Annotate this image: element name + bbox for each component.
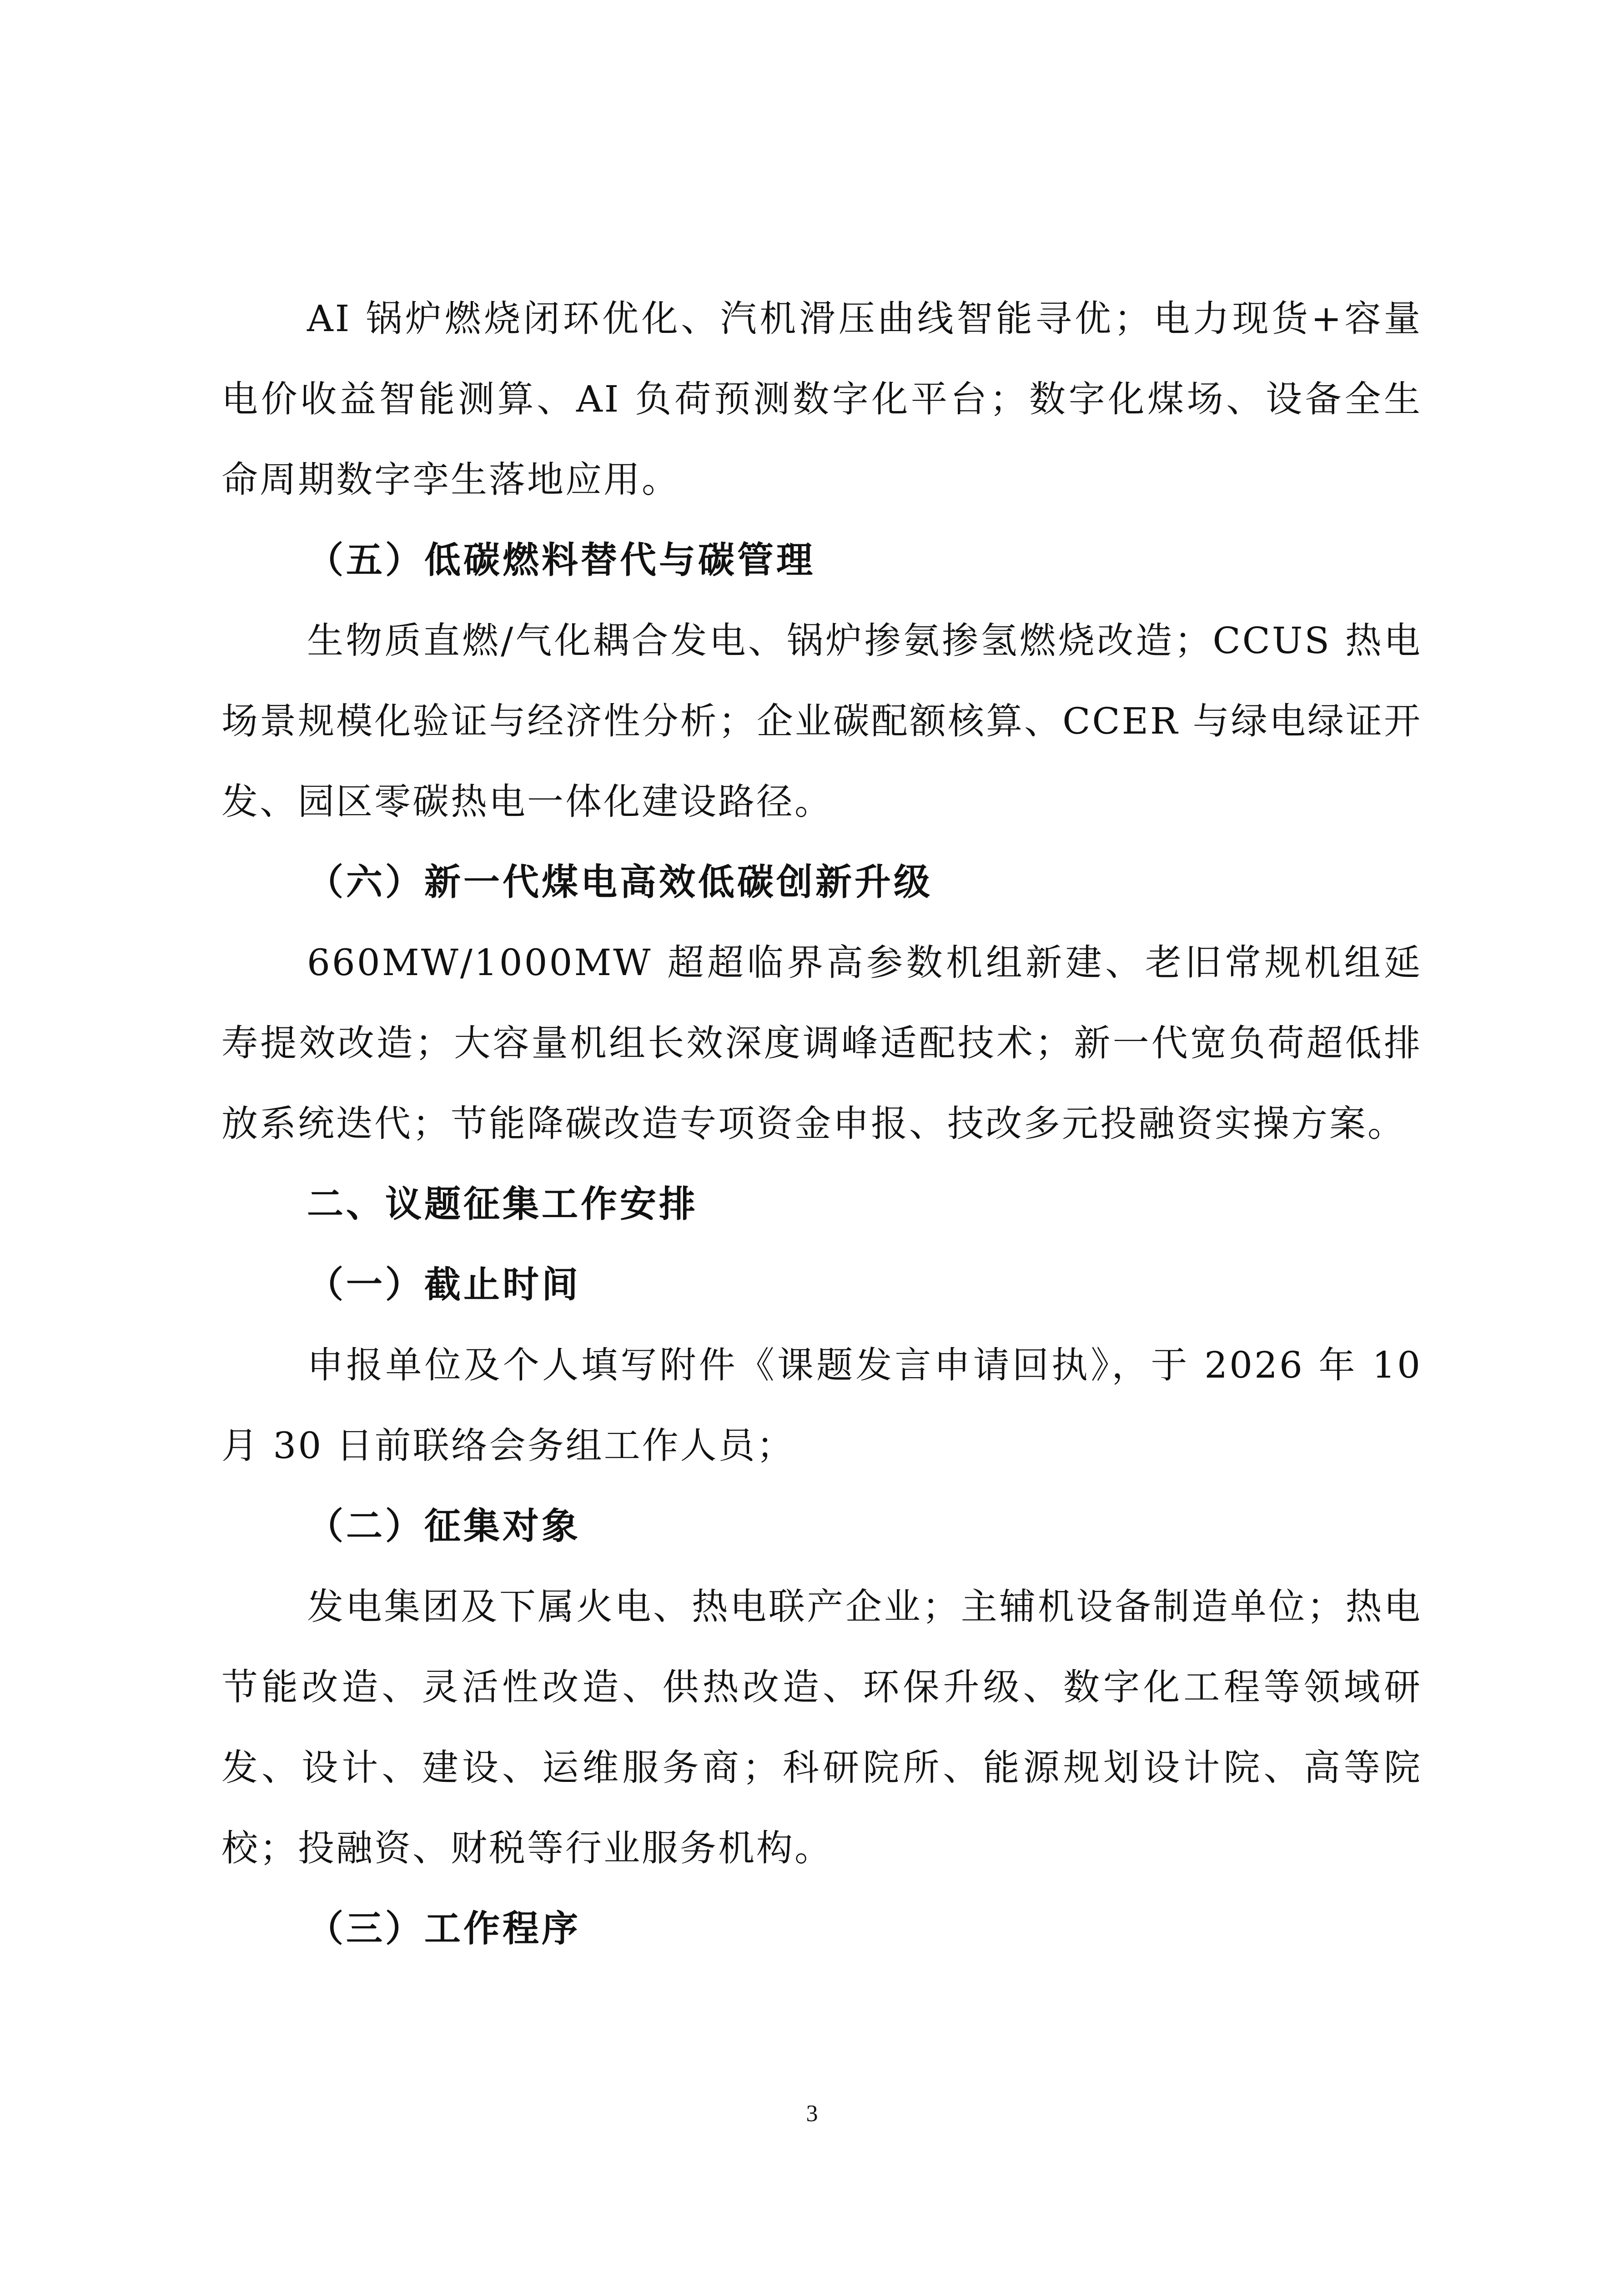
section-heading-deadline: （一）截止时间 bbox=[307, 1263, 581, 1306]
chapter-heading-topic-collection: 二、议题征集工作安排 bbox=[307, 1183, 698, 1225]
section-heading-work-procedure: （三）工作程序 bbox=[307, 1907, 581, 1950]
paragraph-low-carbon-fuel: 生物质直燃/气化耦合发电、锅炉掺氨掺氢燃烧改造；CCUS 热电场景规模化验证与经济性分析；企业碳配额核算、CCER 与绿电绿证开发、园区零碳热电一体化建设路径。 bbox=[221, 619, 1422, 823]
paragraph-digital-intelligence: AI 锅炉燃烧闭环优化、汽机滑压曲线智能寻优；电力现货+容量电价收益智能测算、AI 负荷预测数字化平台；数字化煤场、设备全生命周期数字孪生落地应用。 bbox=[221, 297, 1422, 501]
section-heading-new-coal-power: （六）新一代煤电高效低碳创新升级 bbox=[307, 861, 933, 903]
section-heading-low-carbon-fuel: （五）低碳燃料替代与碳管理 bbox=[307, 539, 815, 581]
paragraph-new-coal-power: 660MW/1000MW 超超临界高参数机组新建、老旧常规机组延寿提效改造；大容量机组长效深度调峰适配技术；新一代宽负荷超低排放系统迭代；节能降碳改造专项资金申报、技改多元投融资实操方案。 bbox=[221, 941, 1422, 1145]
page-number: 3 bbox=[806, 2101, 818, 2127]
document-body bbox=[221, 278, 1422, 1969]
section-heading-target-audience: （二）征集对象 bbox=[307, 1505, 581, 1547]
paragraph-target-audience: 发电集团及下属火电、热电联产企业；主辅机设备制造单位；热电节能改造、灵活性改造、供热改造、环保升级、数字化工程等领域研发、设计、建设、运维服务商；科研院所、能源规划设计院、高等院校；投融资、财税等行业服务机构。 bbox=[221, 1585, 1422, 1869]
paragraph-deadline: 申报单位及个人填写附件《课题发言申请回执》，于 2026 年 10 月 30 日前联络会务组工作人员； bbox=[221, 1344, 1422, 1467]
